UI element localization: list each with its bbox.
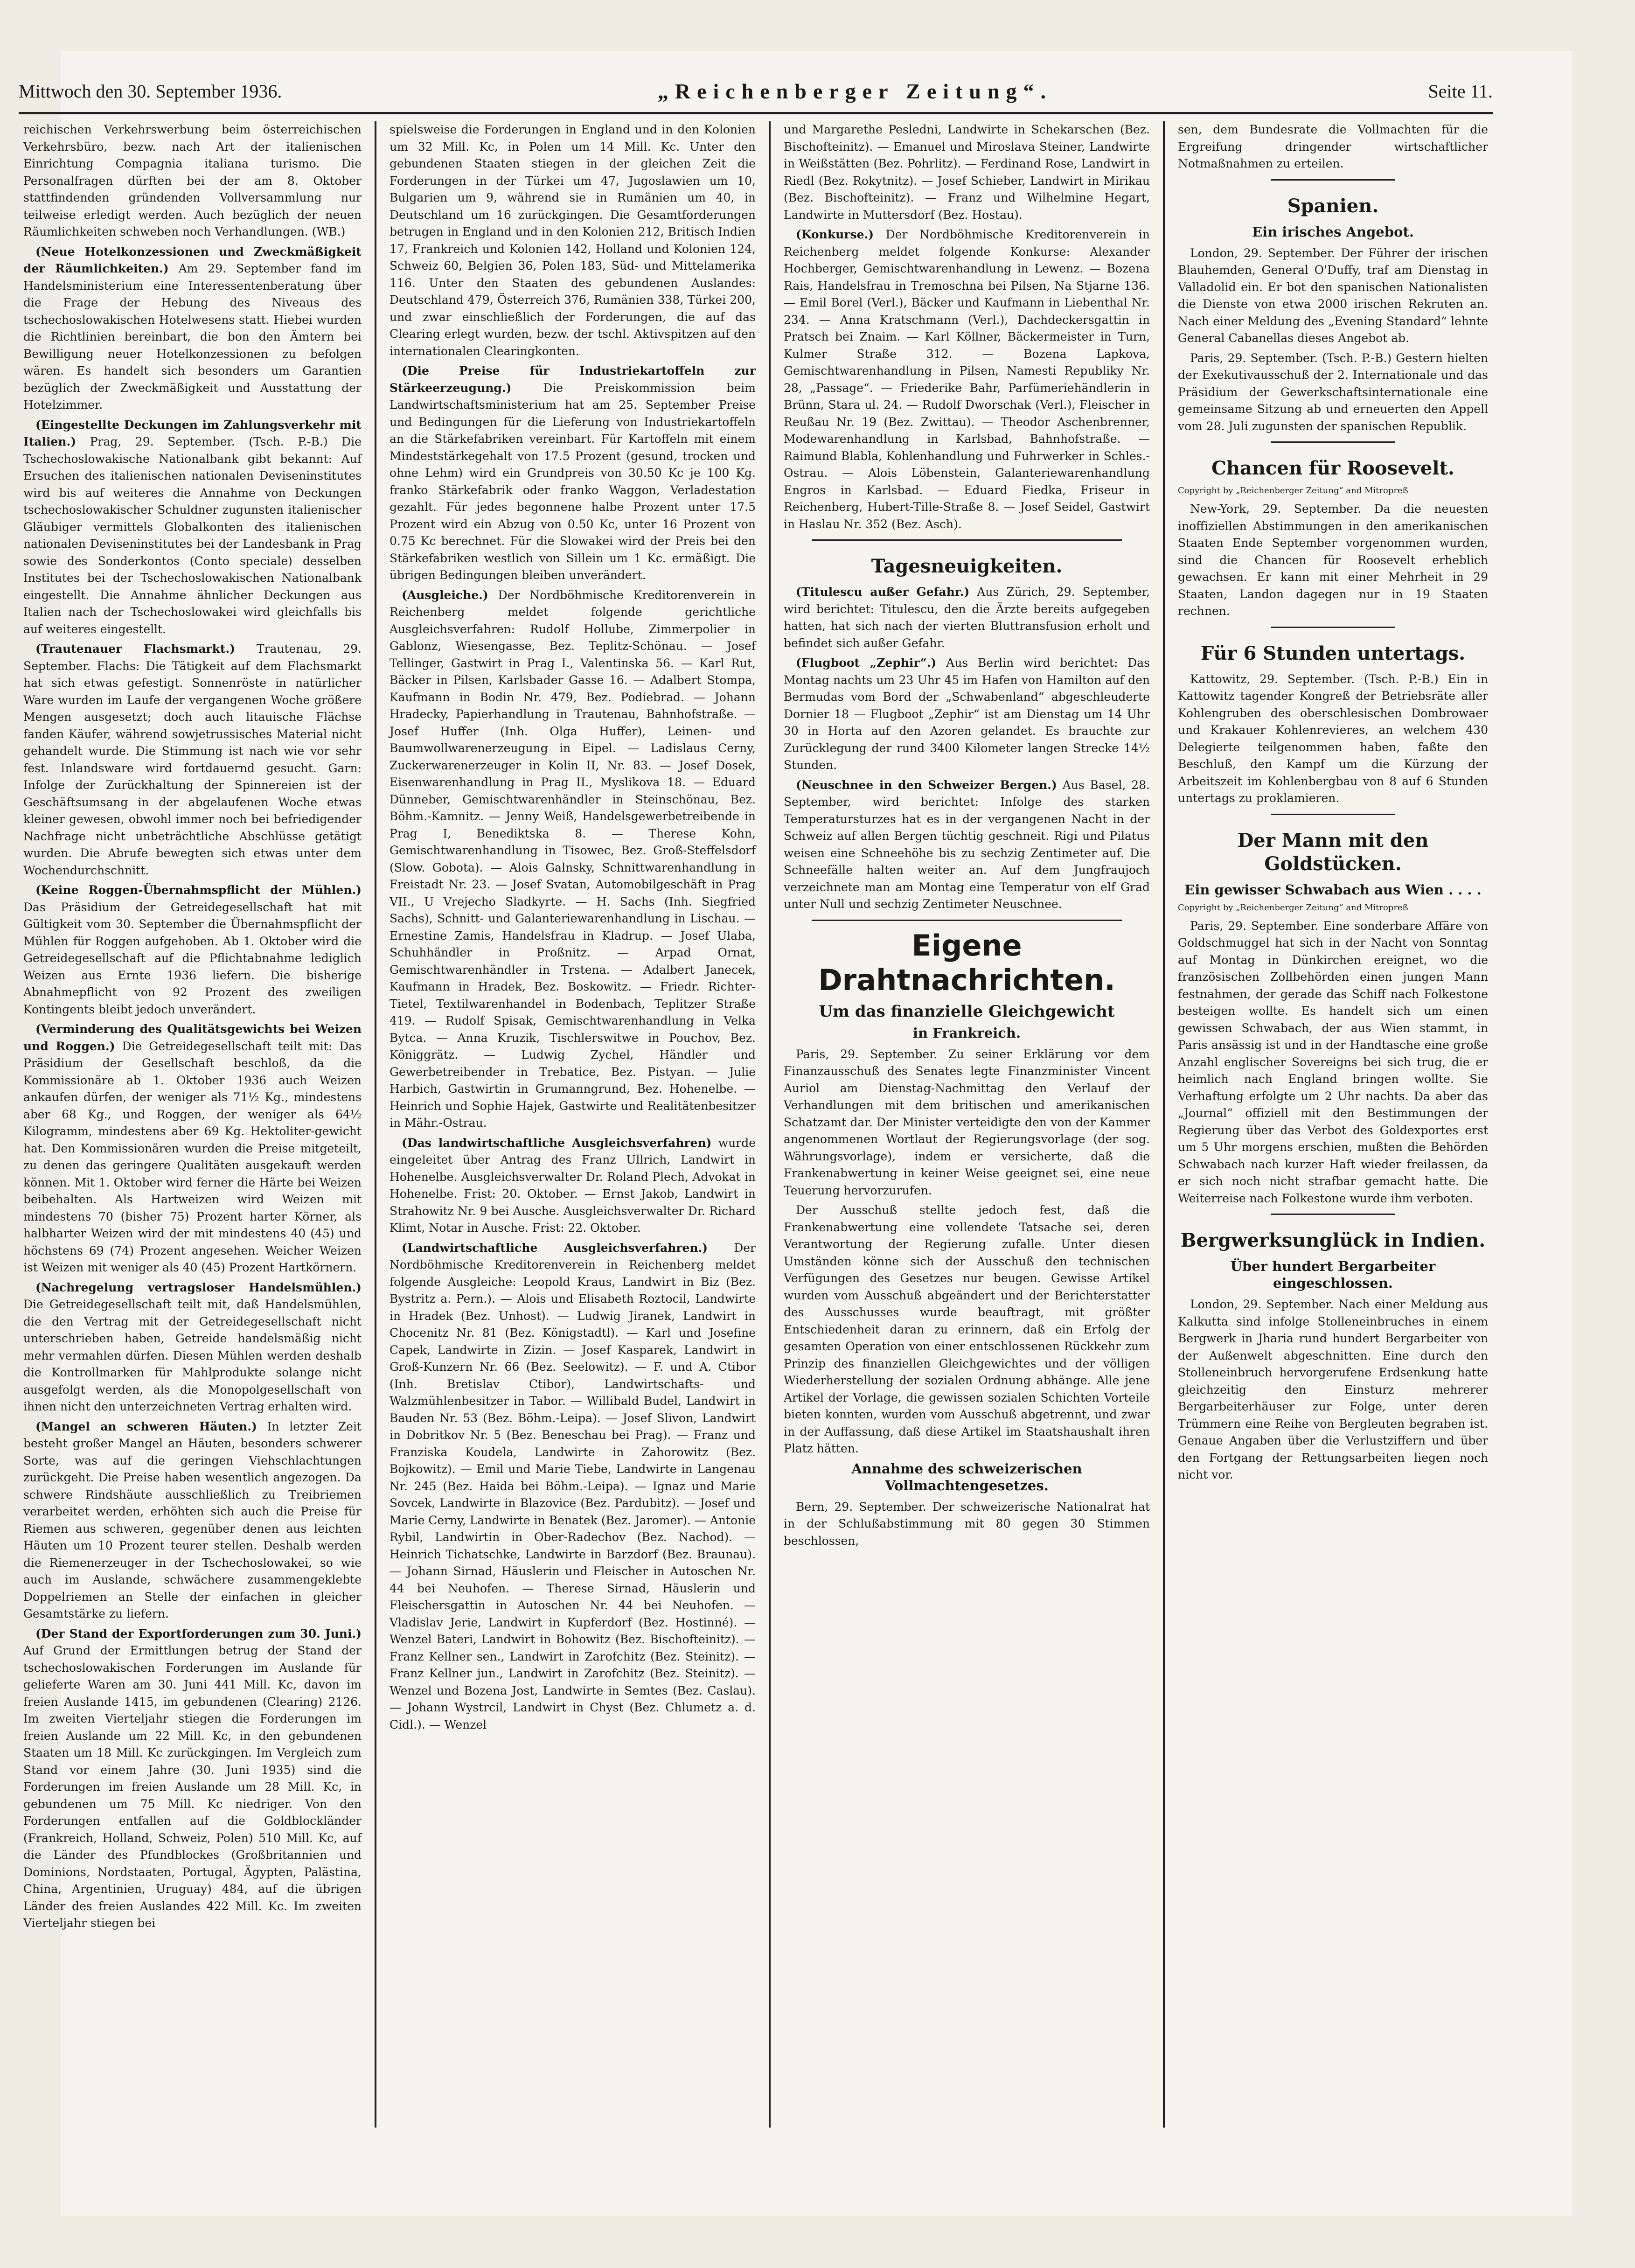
column-1	[19, 121, 366, 2128]
article-text: sen, dem Bundesrate die Vollmachten für die Ergreifung dringender wirtschaftlicher Notmaßnahmen zu erteilen.	[1178, 123, 1488, 170]
column-2	[385, 121, 760, 2128]
column-rule	[375, 121, 376, 2128]
item-text: Die Getreidegesellschaft teilt mit, daß Handelsmühlen, die den Vertrag mit der Getreidegesellschaft nicht unterschrieben haben, Getreide handelsmäßig nicht mehr vermahlen dürfen. Diesen Mühlen werden deshalb die Kontrollmarken für Mahlprodukte solange nicht ausgefolgt werden, als die Monopolgesellschaft von ihnen nicht den unterzeichneten Vertrag erhalten wird.	[23, 1298, 362, 1413]
article-headline: Um das finanzielle Gleichgewicht	[819, 1002, 1115, 1021]
page-number: Seite 11.	[1428, 80, 1493, 102]
item-heading: (Das landwirtschaftliche Ausgleichsverfahren)	[402, 1136, 712, 1150]
item-heading: (Die Preise für Industriekartoffeln zur Stärkeerzeugung.)	[390, 364, 756, 395]
news-item	[23, 882, 362, 1018]
item-text: Prag, 29. September. (Tsch. P.-B.) Die Tschechoslowakische Nationalbank gibt bekannt: Auf Ersuchen des italienischen nationalen Deviseninstitutes wird bis auf weiteres die Annahme von Deckungen tschechoslowakischer Schuldner zugunsten italienischer Gläubiger vermittels Globalkonten des italienischen nationalen Deviseninstitutes bei der Landesbank in Prag sowie des Sonderkontos (Conto speciale) desselben Institutes bei der Tschechoslowakischen Nationalbank eingestellt. Die Annahme ähnlicher Deckungen aus Italien nach der Tschechoslowakei wird gleichfalls bis auf weiteres eingestellt.	[23, 435, 362, 636]
news-item	[23, 1021, 362, 1277]
section-heading: Bergwerksunglück in Indien.	[1180, 1229, 1486, 1251]
copyright-note: Copyright by „Reichenberger Zeitung“ and Mitropreß	[1178, 902, 1408, 913]
column-4	[1173, 121, 1493, 2128]
newspaper-title: „Reichenberger Zeitung“.	[657, 79, 1053, 103]
section-divider	[1271, 179, 1395, 181]
article-headline: Annahme des schweizerischen Vollmachtengesetzes.	[851, 1460, 1082, 1493]
article-text: Paris, 29. September. Eine sonderbare Affäre von Goldschmuggel hat sich in der Nacht von Sonntag auf Montag in Dünkirchen ereignet, wo die französischen Zollbehörden einen jungen Mann festnahmen, der gerade das Schiff nach Folkestone besteigen wollte. Es handelt sich um einen gewissen Schwabach, der aus Wien stammt, in Paris ansässig ist und in der Handtasche eine große Anzahl englischer Sovereigns bei sich trug, die er heimlich nach England bringen wollte. Sie Verhaftung erfolgte um 2 Uhr nachts. Da aber das „Journal“ offiziell mit den Bestimmungen der Regierung über das Verbot des Goldexportes erst um 5 Uhr morgens erschien, mußten die Behörden Schwabach nach kurzer Haft wieder freilassen, da er sich noch nicht strafbar gemacht hatte. Die Weiterreise nach Folkestone wurde ihm verboten.	[1178, 919, 1488, 1205]
article-text: spielsweise die Forderungen in England und in den Kolonien um 32 Mill. Kc, in Polen um 14 Mill. Kc. Unter den gebundenen Staaten stiegen in der gleichen Zeit die Forderungen in der Türkei um 47, Jugoslawien um 10, Bulgarien um 9, während sie in Rumänien um 40, in Deutschland um 16 zurückgingen. Die Gesamtforderungen betrugen in England und in den Kolonien 212, Britisch Indien 17, Frankreich und Kolonien 142, Holland und Kolonien 124, Schweiz 60, Belgien 36, Polen 183, Süd- und Mittelamerika 116. Unter den Staaten des gebundenen Auslandes: Deutschland 479, Österreich 376, Rumänien 338, Türkei 200, und zwar einschließlich der Forderungen, die auf das Clearing erlegt wurden, bezw. der tschl. Aktivspitzen auf den internationalen Clearingkonten.	[390, 123, 756, 358]
section-divider	[1271, 1214, 1395, 1215]
article-text: New-York, 29. September. Da die neuesten inoffiziellen Abstimmungen in den amerikanischen Staaten Ende September vorgenommen wurden, sind die Chancen für Roosevelt erheblich gewachsen. Er kann mit einer Mehrheit in 29 Staaten, Landon dagegen nur in 19 Staaten rechnen.	[1178, 502, 1488, 618]
news-item	[390, 363, 756, 584]
article-text: Paris, 29. September. (Tsch. P.-B.) Gestern hielten der Exekutivausschuß der 2. Internationale und das Präsidium der Gewerkschaftsinternationale eine gemeinsame Sitzung ab und erneuerten den Appell vom 28. Juli zugunsten der spanischen Republik.	[1178, 351, 1488, 433]
item-heading: (Flugboot „Zephir“.)	[796, 656, 937, 670]
news-item	[784, 226, 1150, 533]
section-heading: Spanien.	[1287, 195, 1379, 217]
section-heading: Der Mann mit den Goldstücken.	[1237, 829, 1429, 875]
item-text: Der Nordböhmische Kreditorenverein in Reichenberg meldet folgende gerichtliche Ausgleichsverfahren: Rudolf Hollube, Zimmerpolier in Gablonz, Wiesengasse, Bez. Teplitz-Schönau. — Josef Tellinger, Gastwirt in Prag I., Valentinska 56. — Karl Rut, Bäcker in Pilsen, Karlsbader Gasse 16. — Adalbert Stompa, Kaufmann in Bodin Nr. 479, Bez. Podiebrad. — Johann Hradecky, Papierhandlung in Trautenau, Bahnhofstraße. — Josef Huffer (Inh. Olga Huffer), Leinen- und Baumwollwarenerzeugung in Eipel. — Ladislaus Cerny, Zuckerwarenerzeuger in Kolin II, Nr. 83. — Josef Dosek, Eisenwarenhandlung in Prag II., Myslikova 18. — Eduard Dünneber, Gemischtwarenhändler in Steinschönau, Bez. Böhm.-Kamnitz. — Jenny Weiß, Handelsgewerbetreibende in Prag I, Benediktska 8. — Therese Kohn, Gemischtwarenhandlung in Tisowec, Bez. Groß-Steffelsdorf (Slow. Gobota). — Alois Galnsky, Schnittwarenhandlung in Freistadt Nr. 23. — Josef Svatan, Automobilgeschäft in Prag VII., U Vrejecho Sladkyrte. — H. Sachs (Inh. Siegfried Sachs), Schnitt- und Galanteriewarenhandlung in Lischau. — Ernestine Zamis, Handelsfrau in Kladrup. — Josef Ulaba, Schuhhändler in Proßnitz. — Arpad Ornat, Gemischtwarenhändler in Trstena. — Adalbert Janecek, Kaufmann in Hradek, Bez. Boskowitz. — Friedr. Richter-Tietel, Textilwarenhandel in Bodenbach, Teplitzer Straße 419. — Rudolf Spisak, Gemischtwarenhandlung in Velka Bytca. — Anna Kruzik, Tischlerswitwe in Pouchov, Bez. Königgrätz. — Ludwig Zychel, Händler und Gewerbetreibender in Trebatice, Bez. Pistyan. — Julie Harbich, Gastwirtin in Grumanngrund, Bez. Hohenelbe. — Heinrich und Sophie Hajek, Gastwirte und Realitätenbesitzer in Mähr.-Ostrau.	[390, 588, 756, 1130]
news-item	[390, 587, 756, 1132]
item-heading: (Keine Roggen-Übernahmspflicht der Mühlen.)	[35, 883, 362, 897]
item-heading: (Der Stand der Exportforderungen zum 30. Juni.)	[35, 1626, 362, 1640]
article-text: Der Ausschuß stellte jedoch fest, daß die Frankenabwertung eine vollendete Tatsache sei, deren Verantwortung der Regierung zufalle. Unter diesen Umständen könne sich der Ausschuß den technischen Verfügungen des Gesetzes nur beugen. Gewisse Artikel wurden vom Ausschuß abgeändert und der Berichterstatter des Ausschusses wurde beauftragt, mit größter Entschiedenheit daran zu erinnern, daß ein Erfolg der gesamten Operation von einer entschlossenen Rückkehr zum Prinzip des finanziellen Gleichgewichtes und der völligen Wiederherstellung der sozialen Ordnung abhänge. Alle jene Artikel der Vorlage, die gewissen sozialen Schichten Vorteile bieten konnten, wurden vom Ausschuß abgetrennt, und zwar in der Auffassung, daß diese Artikel im Staatshaushalt ihren Platz hätten.	[784, 1203, 1150, 1455]
item-text: Das Präsidium der Getreidegesellschaft hat mit Gültigkeit vom 30. September die Übernahmspflicht der Mühlen für Roggen aufgehoben. Ab 1. Oktober wird die Getreidegesellschaft auf die Pflichtabnahme lediglich Weizen aus Ernte 1936 liefern. Die bisherige Abnahmepflicht von 92 Prozent des zweiligen Kontingents bleibt jedoch unverändert.	[23, 900, 362, 1016]
news-item	[23, 417, 362, 638]
column-rule	[1163, 121, 1165, 2128]
article-text: London, 29. September. Nach einer Meldung aus Kalkutta sind infolge Stolleneinbruches in einem Bergwerk in Jharia rund hundert Bergarbeiter von der Außenwelt abgeschnitten. Eine durch den Stolleneinbruch hervorgerufene Erdsenkung hatte gleichzeitig den Einsturz mehrerer Bergarbeiterhäuser zur Folge, unter deren Trümmern eine Reihe von Bergleuten begraben ist. Genaue Angaben über die Verlustziffern und über den Fortgang der Rettungsarbeiten liegen noch nicht vor.	[1178, 1298, 1488, 1481]
news-item	[784, 777, 1150, 913]
item-text: Aus Basel, 28. September, wird berichtet: Infolge des starken Temperatursturzes hat es in der vergangenen Nacht in der Schweiz auf allen Bergen tüchtig geschneit. Rigi und Pilatus weisen eine Schneehöhe bis zu sechzig Zentimeter auf. Die Schneefälle halten weiter an. Auf dem Jungfraujoch verzeichnete man am Montag eine Temperatur von elf Grad unter Null und sechzig Zentimeter Neuschnee.	[784, 778, 1150, 911]
section-heading: Chancen für Roosevelt.	[1211, 457, 1454, 479]
item-heading: (Neue Hotelkonzessionen und Zweckmäßigkeit der Räumlichkeiten.)	[23, 244, 362, 275]
item-heading: (Trautenauer Flachsmarkt.)	[35, 642, 235, 656]
article-text: reichischen Verkehrswerbung beim österreichischen Verkehrsbüro, bezw. nach Art der italienischen Einrichtung Compagnia italiana turismo. Die Personalfragen dürften bei der am 8. Oktober stattfindenden gründenden Vollversammlung nur teilweise erledigt werden. Auch bezüglich der neuen Räumlichkeiten schweben noch Verhandlungen. (WB.)	[23, 123, 362, 238]
item-heading: (Nachregelung vertragsloser Handelsmühlen.)	[35, 1280, 362, 1294]
article-subheadline: Über hundert Bergarbeiter eingeschlossen.	[1230, 1258, 1436, 1291]
item-text: Der Nordböhmische Kreditorenverein in Reichenberg meldet folgende Konkurse: Alexander Hochberger, Gemischtwarenhandlung in Lewenz. — Bozena Rais, Handelsfrau in Tremoschna bei Pilsen, Na Stjarne 136. — Emil Borel (Verl.), Bäcker und Kaufmann in Liebenthal Nr. 234. — Anna Kratschmann (Verl.), Dachdeckersgattin in Pratsch bei Znaim. — Karl Köllner, Bäckermeister in Turn, Kulmer Straße 312. — Bozena Lapkova, Gemischtwarenhandlung in Pilsen, Namesti Republiky Nr. 28, „Passage“. — Friederike Bahr, Parfümeriehändlerin in Brünn, Stara ul. 24. — Rudolf Dworschak (Verl.), Fleischer in Reußau Nr. 19 (Bez. Zwittau). — Theodor Aschenbrenner, Modewarenhandlung in Karlsbad, Bahnhofstraße. — Raimund Blabla, Kohlenhandlung und Fuhrwerker in Schles.-Ostrau. — Alois Löbenstein, Galanteriewarenhandlung Engros in Karlsbad. — Eduard Fiedka, Friseur in Reichenberg, Hubert-Tille-Straße 8. — Josef Seidel, Gastwirt in Haslau Nr. 352 (Bez. Asch).	[784, 228, 1150, 531]
item-heading: (Ausgleiche.)	[402, 588, 488, 602]
item-heading: (Eingestellte Deckungen im Zahlungsverkehr mit Italien.)	[23, 418, 362, 448]
section-heading: Für 6 Stunden untertags.	[1200, 642, 1466, 664]
item-text: Die Getreidegesellschaft teilt mit: Das Präsidium der Gesellschaft beschloß, da die Kommissionäre ab 1. Oktober 1936 auch Weizen ankaufen dürfen, der weniger als 71½ Kg., mindestens aber 68 Kg., und Roggen, der weniger als 64½ Kilogramm, mindestens aber 69 Kg. Hektoliter-gewicht hat. Den Kommissionären wurden die Preise mitgeteilt, zu denen das geringere Qualitäten ausgekauft werden können. Mit 1. Oktober wird ferner die Härte bei Weizen beibehalten. Als Hartweizen wird Weizen mit mindestens 70 (bisher 75) Prozent harter Körner, als halbharter Weizen wird der mit mindestens 40 (45) und höchstens 69 (74) Prozent angesehen. Weicher Weizen ist Weizen mit weniger als 40 (45) Prozent Hartkörnern.	[23, 1039, 362, 1274]
news-item	[23, 641, 362, 879]
page-header	[19, 70, 1493, 114]
article-text: und Margarethe Pesledni, Landwirte in Schekarschen (Bez. Bischofteinitz). — Emanuel und Miroslava Steiner, Landwirte in Weißstätten (Bez. Pohrlitz). — Ferdinand Rose, Landwirt in Riedl (Bez. Rokytnitz). — Josef Schieber, Landwirt in Mirikau (Bez. Bischofteinitz). — Franz und Wilhelmine Hegart, Landwirte in Muttersdorf (Bez. Hostau).	[784, 123, 1150, 222]
issue-date: Mittwoch den 30. September 1936.	[19, 80, 282, 102]
section-divider	[1271, 441, 1395, 443]
article-text: Paris, 29. September. Zu seiner Erklärung vor dem Finanzausschuß des Senates legte Finanzminister Vincent Auriol am Dienstag-Nachmittag den Verlauf der Verhandlungen mit dem britischen und amerikanischen Schatzamt dar. Der Minister verteidigte den von der Kammer angenommenen Wortlaut der Regierungsvorlage (der sog. Währungsvorlage), indem er versicherte, daß die Frankenabwertung in keiner Weise geeignet sei, eine neue Teuerung hervorzurufen.	[784, 1047, 1150, 1197]
item-text: Aus Zürich, 29. September, wird berichtet: Titulescu, den die Ärzte bereits aufgegeben hatten, hat sich nach der vierten Bluttransfusion erholt und befindet sich außer Gefahr.	[784, 585, 1150, 650]
item-text: Die Preiskommission beim Landwirtschaftsministerium hat am 25. September Preise und Bedingungen für die Lieferung von Industriekartoffeln an die Stärkefabriken vereinbart. Für Kartoffeln mit einem Mindeststärkegehalt von 17.5 Prozent (gesund, trocken und ohne Lehm) wird ein Grundpreis von 30.50 Kc je 100 Kg. franko Stärkefabrik oder franko Waggon, Verladestation gezahlt. Für jedes begonnene halbe Prozent unter 17.5 Prozent wird ein Abzug von 0.50 Kc, unter 16 Prozent von 0.75 Kc berechnet. Für die Slowakei wird der Preis bei den Stärkefabriken westlich von Sillein um 1 Kc. ermäßigt. Die übrigen Bedingungen bleiben unverändert.	[390, 381, 756, 582]
article-subheadline: Ein gewisser Schwabach aus Wien . . . .	[1184, 881, 1482, 898]
news-item	[23, 1626, 362, 1932]
copyright-note: Copyright by „Reichenberger Zeitung“ and Mitropreß	[1178, 486, 1408, 495]
news-item	[390, 1135, 756, 1237]
section-heading: Tagesneuigkeiten.	[871, 555, 1063, 577]
news-item	[390, 1240, 756, 1734]
item-heading: (Verminderung des Qualitätsgewichts bei Weizen und Roggen.)	[23, 1022, 362, 1053]
item-text: In letzter Zeit besteht großer Mangel an Häuten, besonders schwerer Sorte, was auf die geringen Viehschlachtungen zurückgeht. Die Preise haben wesentlich angezogen. Da schwere Rindshäute ausschließlich zu Treibriemen verarbeitet werden, erhöhten sich auch die Preise für Riemen aus schweren, gegenüber denen aus leichten Häuten um 10 Prozent teurer stellen. Deshalb werden die Riemenerzeuger in der Tschechoslowakei, so wie auch im Auslande, schwächere zusammengeklebte Doppelriemen an Stelle der einfachen in gleicher Gesamtstärke zu liefern.	[23, 1419, 362, 1620]
item-heading: (Titulescu außer Gefahr.)	[796, 585, 970, 599]
section-divider	[1271, 814, 1395, 815]
column-3	[779, 121, 1155, 2128]
section-divider	[812, 539, 1122, 541]
news-item	[784, 584, 1150, 652]
article-text: Bern, 29. September. Der schweizerische Nationalrat hat in der Schlußabstimmung mit 80 gegen 30 Stimmen beschlossen,	[784, 1500, 1150, 1548]
item-text: Der Nordböhmische Kreditorenverein in Reichenberg meldet folgende Ausgleiche: Leopold Kraus, Landwirt in Biz (Bez. Bystritz a. Pern.). — Alois und Elisabeth Roztocil, Landwirte in Hradek (Bez. Unhost). — Ludwig Jiranek, Landwirt in Chocenitz Nr. 81 (Bez. Königstadtl). — Karl und Josefine Capek, Landwirte in Zizin. — Josef Kasparek, Landwirt in Groß-Kunzern Nr. 66 (Bez. Seelowitz). — F. und A. Ctibor (Inh. Bretislav Ctibor), Landwirtschafts- und Walzmühlenbesitzer in Tabor. — Willibald Budel, Landwirt in Bauden Nr. 53 (Bez. Böhm.-Leipa). — Josef Slivon, Landwirt in Dobritkov Nr. 5 (Bez. Beneschau bei Prag). — Franz und Franziska Koudela, Landwirte in Zahorowitz (Bez. Bojkowitz). — Emil und Marie Tiebe, Landwirte in Langenau Nr. 245 (Bez. Haida bei Böhm.-Leipa). — Ignaz und Marie Sovcek, Landwirte in Blazovice (Bez. Pardubitz). — Josef und Marie Cerny, Landwirte in Benatek (Bez. Jaromer). — Antonie Rybil, Landwirtin in Ober-Radechov (Bez. Nachod). — Heinrich Tichatschke, Landwirte in Barzdorf (Bez. Braunau). — Johann Sirnad, Häuslerin und Fleischer in Autoschen Nr. 44 bei Neuhofen. — Therese Sirnad, Häuslerin und Fleischersgattin in Autoschen Nr. 44 bei Neuhofen. — Vladislav Jerie, Landwirt in Kupferdorf (Bez. Hostinné). — Wenzel Bateri, Landwirt in Bohowitz (Bez. Bischofteinitz). — Franz Kellner sen., Landwirt in Zarofchitz (Bez. Steinitz). — Franz Kellner jun., Landwirt in Zarofchitz (Bez. Steinitz). — Wenzel und Bozena Jost, Landwirte in Semtes (Bez. Caslau). — Johann Wystrcil, Landwirt in Chyst (Bez. Chlumetz a. d. Cidl.). — Wenzel	[390, 1241, 756, 1731]
column-rule	[769, 121, 771, 2128]
item-heading: (Neuschnee in den Schweizer Bergen.)	[796, 778, 1057, 792]
article-text: Kattowitz, 29. September. (Tsch. P.-B.) Ein in Kattowitz tagender Kongreß der Betriebsräte aller Kohlengruben des oberschlesischen Dombrowaer und Krakauer Kohlenrevieres, an welchem 430 Delegierte teilgenommen haben, faßte den Beschluß, den Kampf um die Kürzung der Arbeitszeit im Kohlenbergbau von 8 auf 6 Stunden untertags zu proklamieren.	[1178, 672, 1488, 805]
item-text: Auf Grund der Ermittlungen betrug der Stand der tschechoslowakischen Forderungen im Auslande für gelieferte Waren am 30. Juni 441 Mill. Kc, davon im freien Auslande 1415, im gebundenen (Clearing) 2126. Im zweiten Vierteljahr stiegen die Forderungen im freien Auslande um 22 Mill. Kc, in den gebundenen Staaten um 18 Mill. Kc zurückgingen. Im Vergleich zum Stand vor einem Jahre (30. Juni 1935) sind die Forderungen im freien Auslande um 28 Mill. Kc, in gebundenen um 75 Mill. Kc niedriger. Von den Forderungen entfallen auf die Goldblockländer (Frankreich, Holland, Schweiz, Polen) 510 Mill. Kc, auf die Länder des Pfundblockes (Großbritannien und Dominions, Nordstaaten, Portugal, Ägypten, Palästina, China, Argentinien, Uruguay) 484, auf die übrigen Länder des freien Auslandes 422 Mill. Kc. Im zweiten Vierteljahr stiegen bei	[23, 1644, 362, 1930]
item-text: Aus Berlin wird berichtet: Das Montag nachts um 23 Uhr 45 im Hafen von Hamilton auf den Bermudas vom Bord der „Schwabenland“ abgeschleuderte Dornier 18 — Flugboot „Zephir“ ist am Dienstag um 14 Uhr 30 in Horta auf den Azoren gelandet. Es brauchte zur Zurücklegung der rund 3400 Kilometer langen Strecke 14½ Stunden.	[784, 656, 1150, 772]
article-subheadline: Ein irisches Angebot.	[1252, 223, 1414, 240]
news-item	[23, 244, 362, 414]
item-heading: (Konkurse.)	[796, 228, 874, 241]
section-banner: Eigene Drahtnachrichten.	[818, 928, 1115, 997]
article-subheadline: in Frankreich.	[912, 1025, 1021, 1041]
news-item	[784, 655, 1150, 774]
item-heading: (Landwirtschaftliche Ausgleichsverfahren.)	[402, 1241, 708, 1255]
item-text: Trautenau, 29. September. Flachs: Die Tätigkeit auf dem Flachsmarkt hat sich etwas gefestigt. Sonnenröste in natürlicher Ware wurden im Laufe der vergangenen Woche größere Mengen ausgesetzt; doch auch litauische Flächse fanden Käufer, während sowjetrussisches Material nicht gehandelt wurde. Die Stimmung ist nach wie vor sehr fest. Inlandsware wird fortdauernd gesucht. Garn: Infolge der Zurückhaltung der Spinnereien ist der Geschäftsumsang in der abgelaufenen Woche etwas kleiner gewesen, obwohl immer noch bei befriedigender Nachfrage nicht unbeträchtliche Abschlüsse getätigt wurden. Die Abrufe bewegten sich etwas unter dem Wochendurchschnitt.	[23, 642, 362, 877]
news-item	[23, 1418, 362, 1623]
news-item	[23, 1279, 362, 1416]
section-divider	[1271, 627, 1395, 628]
section-divider	[812, 920, 1122, 921]
item-heading: (Mangel an schweren Häuten.)	[35, 1419, 257, 1433]
item-text: Am 29. September fand im Handelsministerium eine Interessentenberatung über die Frage der Hebung des Niveaus des tschechoslowakischen Hotelwesens statt. Hiebei wurden die Richtlinien bereinbart, die bon den Ämtern bei Bewilligung neuer Hotelkonzessionen zu befolgen wären. Es handelt sich besonders um Garantien bezüglich der Zweckmäßigkeit und Ausstattung der Hotelzimmer.	[23, 262, 362, 412]
item-text: wurde eingeleitet über Antrag des Franz Ullrich, Landwirt in Hohenelbe. Ausgleichsverwalter Dr. Roland Plech, Advokat in Hohenelbe. Frist: 20. Oktober. — Ernst Jakob, Landwirt in Strahowitz Nr. 9 bei Ausche. Ausgleichsverwalter Dr. Richard Klimt, Notar in Ausche. Frist: 22. Oktober.	[390, 1136, 756, 1235]
article-text: London, 29. September. Der Führer der irischen Blauhemden, General O'Duffy, traf am Dienstag in Valladolid ein. Er bot den spanischen Nationalisten die Dienste von etwa 2000 irischen Rekruten an. Nach einer Meldung des „Evening Standard“ lehnte General Cabanellas dieses Angebot ab.	[1178, 246, 1488, 345]
